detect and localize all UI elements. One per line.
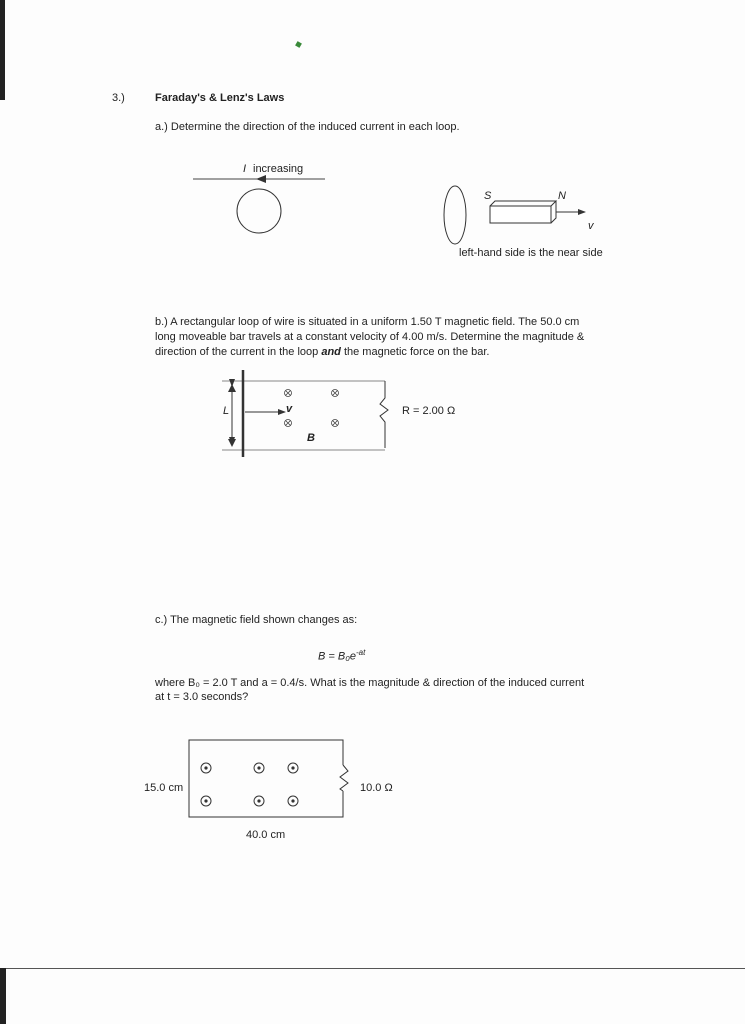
height-label: 15.0 cm (144, 782, 184, 794)
problem-title: Faraday's & Lenz's Laws (155, 92, 285, 104)
part-c-line1: where B₀ = 2.0 T and a = 0.4/s. What is the magnitude & direction of the induced current (155, 677, 585, 689)
part-b-line3: direction of the current in the loop and the magnetic force on the bar. (155, 346, 490, 358)
current-symbol: I (243, 163, 247, 175)
width-label: 40.0 cm (246, 829, 286, 841)
field-loop-diagram (144, 740, 393, 841)
resistor-icon (380, 381, 388, 448)
rail-loop-diagram (222, 370, 455, 457)
field-label: B (307, 432, 315, 444)
velocity-label: v (286, 403, 293, 415)
resistor-icon (340, 765, 348, 791)
part-b-line2: long moveable bar travels at a constant velocity of 4.00 m/s. Determine the magnitude & (155, 331, 585, 343)
magnet-diagram (444, 186, 595, 244)
part-a-prompt: a.) Determine the direction of the induced current in each loop. (155, 121, 460, 133)
current-label: increasing (253, 163, 304, 175)
problem-number: 3.) (112, 92, 125, 104)
part-c-prompt: c.) The magnetic field shown changes as: (155, 614, 358, 626)
resistance-label: 10.0 Ω (360, 782, 393, 794)
field-formula: $B = B_0e^{-at}$ (318, 648, 366, 663)
resistance-label: R = 2.00 Ω (402, 405, 456, 417)
length-label: L (223, 405, 230, 417)
part-c-line2: at t = 3.0 seconds? (155, 691, 249, 703)
field-into-page-icons (285, 390, 339, 427)
north-pole-label: N (558, 190, 566, 202)
part-b-line1: b.) A rectangular loop of wire is situated in a uniform 1.50 T magnetic field. The 50.0 cm (155, 316, 580, 328)
field-out-of-page-icons (201, 763, 298, 806)
wire-loop-diagram (193, 163, 325, 233)
current-arrow-icon (256, 175, 266, 183)
velocity-label: v (588, 220, 594, 232)
south-pole-label: S (484, 190, 492, 202)
near-side-note: left-hand side is the near side (459, 247, 603, 259)
